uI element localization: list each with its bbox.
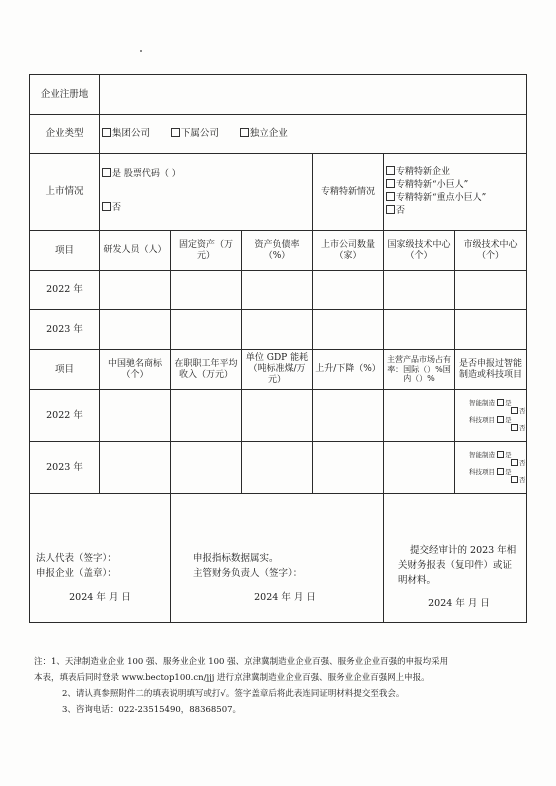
input-cell[interactable] bbox=[100, 390, 171, 442]
checkbox-icon bbox=[102, 168, 111, 177]
input-cell[interactable] bbox=[242, 442, 313, 494]
input-cell[interactable] bbox=[242, 310, 313, 350]
col-energy-use: 单位 GDP 能耗（吨标准煤/万元） bbox=[242, 350, 313, 390]
checkbox-icon bbox=[386, 166, 395, 175]
signature-row bbox=[30, 494, 527, 623]
no-option[interactable]: 否 bbox=[511, 476, 526, 484]
enterprise-type-field bbox=[100, 115, 527, 154]
table2-header-row bbox=[30, 350, 527, 390]
note-1-cont: 本表，填表后同时登录 www.bectop100.cn/jjj 进行京津冀制造业企业百强、服务业企业百强网上申报。 bbox=[34, 673, 430, 684]
input-cell[interactable] bbox=[100, 271, 171, 310]
col-change: 上升/下降（%） bbox=[313, 350, 384, 390]
input-cell[interactable] bbox=[171, 442, 242, 494]
listing-label: 上市情况 bbox=[30, 154, 100, 231]
table1-row-2023 bbox=[30, 310, 527, 350]
input-cell[interactable] bbox=[384, 310, 455, 350]
year-label: 2022 年 bbox=[30, 271, 100, 310]
col-avg-income: 在职职工年平均收入（万元） bbox=[171, 350, 242, 390]
input-cell[interactable] bbox=[384, 390, 455, 442]
table1-header-row bbox=[30, 231, 527, 271]
sign-date: 2024 年 月 日 bbox=[254, 591, 316, 603]
applicant-seal-label: 申报企业（盖章）： bbox=[36, 568, 117, 580]
listed-no-option[interactable]: 否 bbox=[102, 202, 310, 214]
speck bbox=[140, 50, 142, 52]
checkbox-icon bbox=[386, 179, 395, 188]
input-cell[interactable] bbox=[313, 390, 384, 442]
checkbox-icon bbox=[102, 202, 111, 211]
table1-row-2022 bbox=[30, 271, 527, 310]
specialized-option[interactable]: 专精特新企业 bbox=[386, 166, 524, 179]
checkbox-icon bbox=[386, 205, 395, 214]
specialized-options bbox=[384, 154, 527, 231]
yes-option[interactable]: 是 bbox=[497, 399, 512, 407]
audit-cell bbox=[384, 494, 527, 623]
input-cell[interactable] bbox=[171, 271, 242, 310]
input-cell[interactable] bbox=[100, 442, 171, 494]
specialized-option[interactable]: 否 bbox=[386, 205, 524, 218]
sign-date: 2024 年 月 日 bbox=[69, 591, 131, 603]
year-label: 2023 年 bbox=[30, 310, 100, 350]
year-label: 2022 年 bbox=[30, 390, 100, 442]
checkbox-icon bbox=[171, 128, 180, 137]
input-cell[interactable] bbox=[313, 271, 384, 310]
checkbox-icon bbox=[102, 128, 111, 137]
table1-item-header: 项目 bbox=[30, 231, 100, 271]
input-cell[interactable] bbox=[455, 271, 527, 310]
col-famous-trademark: 中国驰名商标（个） bbox=[100, 350, 171, 390]
specialized-label: 专精特新情况 bbox=[313, 154, 384, 231]
col-listed-count: 上市公司数量（家） bbox=[313, 231, 384, 271]
legal-rep-cell bbox=[30, 494, 171, 623]
legal-rep-label: 法人代表（签字）： bbox=[36, 553, 117, 565]
input-cell[interactable] bbox=[455, 310, 527, 350]
note-3: 3、咨询电话：022-23515490，88368507。 bbox=[62, 705, 242, 716]
no-option[interactable]: 否 bbox=[511, 424, 526, 432]
no-option[interactable]: 否 bbox=[511, 407, 526, 415]
specialized-option[interactable]: 专精特新“重点小巨人” bbox=[386, 192, 524, 205]
data-statement: 申报指标数据属实。 bbox=[193, 553, 279, 565]
col-city-center: 市级技术中心（个） bbox=[455, 231, 527, 271]
reg-address-field[interactable] bbox=[100, 75, 527, 115]
input-cell[interactable] bbox=[242, 271, 313, 310]
listed-yes-option[interactable]: 是 股票代码（ ） bbox=[102, 168, 310, 180]
option-independent[interactable]: 独立企业 bbox=[240, 128, 288, 140]
sign-date: 2024 年 月 日 bbox=[428, 598, 490, 610]
checkbox-icon bbox=[240, 128, 249, 137]
finance-cell bbox=[171, 494, 384, 623]
input-cell[interactable] bbox=[313, 442, 384, 494]
note-1: 注：1、天津制造业企业 100 强、服务业企业 100 强、京津冀制造业企业百强、服务业企业百强的申报均采用 bbox=[34, 657, 449, 667]
enterprise-type-label: 企业类型 bbox=[30, 115, 100, 154]
input-cell[interactable] bbox=[171, 310, 242, 350]
reg-address-row bbox=[30, 75, 527, 115]
col-debt-ratio: 资产负债率（%） bbox=[242, 231, 313, 271]
specialized-option[interactable]: 专精特新“小巨人” bbox=[386, 179, 524, 192]
audit-statement: 提交经审计的 2023 年相关财务报表（复印件）或证明材料。 bbox=[398, 544, 517, 586]
checkbox-icon bbox=[386, 192, 395, 201]
col-project-declared: 是否申报过智能制造或科技项目 bbox=[455, 350, 527, 390]
col-rd-staff: 研发人员（人） bbox=[100, 231, 171, 271]
input-cell[interactable] bbox=[242, 390, 313, 442]
input-cell[interactable] bbox=[313, 310, 384, 350]
col-national-center: 国家级技术中心（个） bbox=[384, 231, 455, 271]
input-cell[interactable] bbox=[384, 442, 455, 494]
notes-section bbox=[34, 654, 524, 719]
finance-head-label: 主管财务负责人（签字）： bbox=[193, 568, 303, 580]
listing-row bbox=[30, 154, 527, 231]
input-cell[interactable] bbox=[171, 390, 242, 442]
yes-option[interactable]: 是 bbox=[497, 416, 512, 424]
project-choice-cell: 智能制造 是 否 科技项目 是 否 bbox=[455, 390, 527, 442]
note-2: 2、请认真参照附件二的填表说明填写或打√。签字盖章后将此表连同证明材料提交至我会。 bbox=[62, 689, 405, 700]
yes-option[interactable]: 是 bbox=[497, 468, 512, 476]
option-subsidiary[interactable]: 下属公司 bbox=[171, 128, 219, 140]
input-cell[interactable] bbox=[384, 271, 455, 310]
yes-option[interactable]: 是 bbox=[497, 451, 512, 459]
table2-item-header: 项目 bbox=[30, 350, 100, 390]
enterprise-type-row bbox=[30, 115, 527, 154]
application-form-table bbox=[29, 74, 527, 623]
no-option[interactable]: 否 bbox=[511, 459, 526, 467]
reg-address-label: 企业注册地 bbox=[30, 75, 100, 115]
col-fixed-assets: 固定资产（万元） bbox=[171, 231, 242, 271]
listing-field bbox=[100, 154, 313, 231]
table2-row-2022 bbox=[30, 390, 527, 442]
project-choice-cell: 智能制造 是 否 科技项目 是 否 bbox=[455, 442, 527, 494]
year-label: 2023 年 bbox=[30, 442, 100, 494]
option-group-company[interactable]: 集团公司 bbox=[102, 128, 150, 140]
input-cell[interactable] bbox=[100, 310, 171, 350]
table2-row-2023 bbox=[30, 442, 527, 494]
col-market-share: 主营产品市场占有率：国际（）%国内（）% bbox=[384, 350, 455, 390]
